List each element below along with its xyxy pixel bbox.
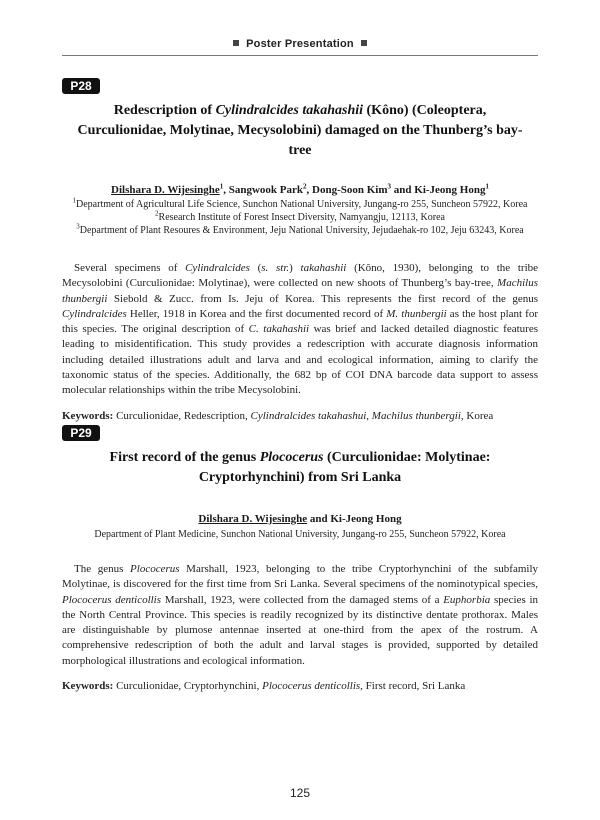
abstract-p29 — [62, 424, 538, 694]
text-run: as the host plant for this species. The original description of — [62, 307, 539, 336]
author-separator: and — [307, 513, 331, 525]
text-run: Curculionidae, Redescription, — [113, 409, 251, 422]
affiliation-list — [62, 198, 538, 237]
text-run: , Korea — [460, 409, 494, 422]
square-bullet-icon — [361, 40, 367, 46]
keywords-line — [62, 409, 538, 424]
italic-text-run: Cylindralcides takahashui — [250, 409, 367, 422]
text-run: (Kôno) (Coleoptera, Curculionidae, Molytinae, Mecysolobini) damaged on the Thunberg’s bay-tree — [77, 103, 523, 158]
affiliation-line — [62, 528, 538, 541]
author-separator: and — [391, 184, 415, 196]
text-run: ( — [249, 262, 262, 274]
keywords-line — [62, 679, 538, 694]
abstract-body — [62, 562, 538, 669]
author-name: Ki-Jeong Hong — [330, 513, 402, 525]
keywords-text — [113, 410, 493, 422]
author-list — [62, 183, 538, 197]
italic-text-run: s. str. — [261, 262, 290, 274]
text-run: , First record, Sri Lanka — [360, 680, 466, 693]
italic-text-run: Cylindralcides — [62, 307, 127, 320]
text-run: The genus — [74, 563, 131, 575]
affiliation-line — [62, 224, 538, 237]
presenting-author-name: Dilshara D. Wijesinghe — [111, 184, 220, 196]
affiliation-text: Department of Plant Medicine, Sunchon National University, Jungang-ro 255, Suncheon 57922, Korea — [94, 529, 506, 540]
abstract-id-badge: P28 — [62, 78, 100, 94]
author-separator: , — [306, 184, 313, 196]
abstract-title — [62, 101, 538, 161]
text-run: Redescription of — [113, 103, 216, 118]
text-run: was brief and lacked detailed diagnostic features leading to misidentification. This study provides a redescription with accurate diagnosis information including detailed illustrations adult and larva and and ecological information, aiming to clarify the taxonomic status of the species. Additionally, the 682 bp of COI DNA barcode data support to assess molecular relationships within the tribe Mecysolobini. — [62, 323, 538, 397]
text-run: First record of the genus — [109, 450, 260, 465]
abstract-title — [62, 448, 538, 488]
italic-text-run: Plococerus denticollis — [62, 593, 162, 606]
square-bullet-icon — [233, 40, 239, 46]
text-run: Curculionidae, Cryptorhynchini, — [113, 680, 263, 693]
author-list — [62, 512, 538, 526]
keywords-text — [113, 680, 465, 692]
affiliation-text: Department of Agricultural Life Science, Sunchon National University, Jungang-ro 255, Suncheon 57922, Korea — [76, 199, 528, 210]
text-run: Siebold & Zucc. from Is. Jeju of Korea. This represents the first record of the genus — [107, 292, 538, 305]
abstract-id-badge: P29 — [62, 425, 100, 441]
page-number: 125 — [289, 786, 311, 800]
text-run: , — [366, 409, 372, 422]
keywords-label: Keywords: — [62, 680, 114, 693]
author-name: Ki-Jeong Hong — [414, 184, 486, 196]
abstract-p28 — [62, 77, 538, 424]
text-run: Several specimens of — [74, 262, 186, 274]
author-separator: , — [223, 184, 229, 196]
text-run: species in the North Central Province. This species is readily recognized by its distinctive dentate prothorax. Males are distinguishable by plumose antennae inserted at one-third from the apex of the rostrum. A comprehensive redescription of both the adult and larval stages is provided, supported by detailed morphological illustrations and ecological information. — [62, 593, 538, 667]
author-affiliation-mark: 3 — [387, 182, 392, 191]
text-run: Marshall, 1923, belonging to the tribe Cryptorhynchini of the subfamily Molytinae, is discovered for the first time from Sri Lanka. Several specimens of the nominotypical species, — [62, 563, 538, 591]
text-run: (Kôno, 1930), belonging to the tribe Mecysolobini (Curculionidae: Molytinae), were collected on new shoots of Thunberg’s bay-tree, — [62, 262, 539, 290]
italic-text-run: M. thunbergii — [386, 307, 447, 320]
section-title: Poster Presentation — [246, 38, 354, 50]
italic-text-run: Cylindralcides — [185, 262, 250, 274]
affiliation-mark: 3 — [76, 222, 80, 231]
author-affiliation-mark: 1 — [219, 182, 224, 191]
affiliation-text: Department of Plant Resoures & Environment, Jeju National University, Jejudaehak-ro 102, Jeju 63243, Korea — [79, 225, 524, 236]
presenting-author-name: Dilshara D. Wijesinghe — [198, 513, 308, 525]
keywords-label: Keywords: — [62, 409, 114, 422]
affiliation-text: Research Institute of Forest Insect Diversity, Namyangju, 12113, Korea — [158, 212, 445, 223]
italic-text-run: Machilus thunbergii — [62, 277, 538, 305]
italic-text-run: Cylindralcides takahashii — [215, 103, 364, 118]
italic-text-run: Machilus thunbergii — [371, 409, 461, 422]
abstract-body — [62, 261, 538, 399]
affiliation-mark: 1 — [72, 196, 77, 205]
author-name: Dong-Soon Kim — [312, 184, 388, 196]
text-run: ) — [289, 262, 301, 274]
text-run: Marshall, 1923, were collected from the damaged stems of a — [161, 593, 444, 606]
affiliation-mark: 2 — [155, 209, 159, 218]
header-divider — [62, 55, 538, 56]
affiliation-line — [62, 198, 538, 211]
affiliation-line — [62, 211, 538, 224]
running-header — [0, 38, 600, 50]
text-run: Heller, 1918 in Korea and the first documented record of — [126, 307, 387, 320]
italic-text-run: Euphorbia — [443, 593, 491, 606]
italic-text-run: Plococerus denticollis — [262, 680, 361, 693]
author-affiliation-mark: 1 — [485, 182, 489, 191]
author-affiliation-mark: 2 — [303, 182, 307, 191]
italic-text-run: Plococerus — [130, 563, 180, 575]
italic-text-run: Plococerus — [259, 450, 324, 465]
text-run: (Curculionidae: Molytinae: Cryptorhynchini) from Sri Lanka — [198, 450, 491, 485]
affiliation-list — [62, 528, 538, 541]
italic-text-run: C. takahashii — [248, 323, 310, 336]
author-name: Sangwook Park — [228, 184, 304, 196]
italic-text-run: takahashii — [300, 262, 347, 274]
